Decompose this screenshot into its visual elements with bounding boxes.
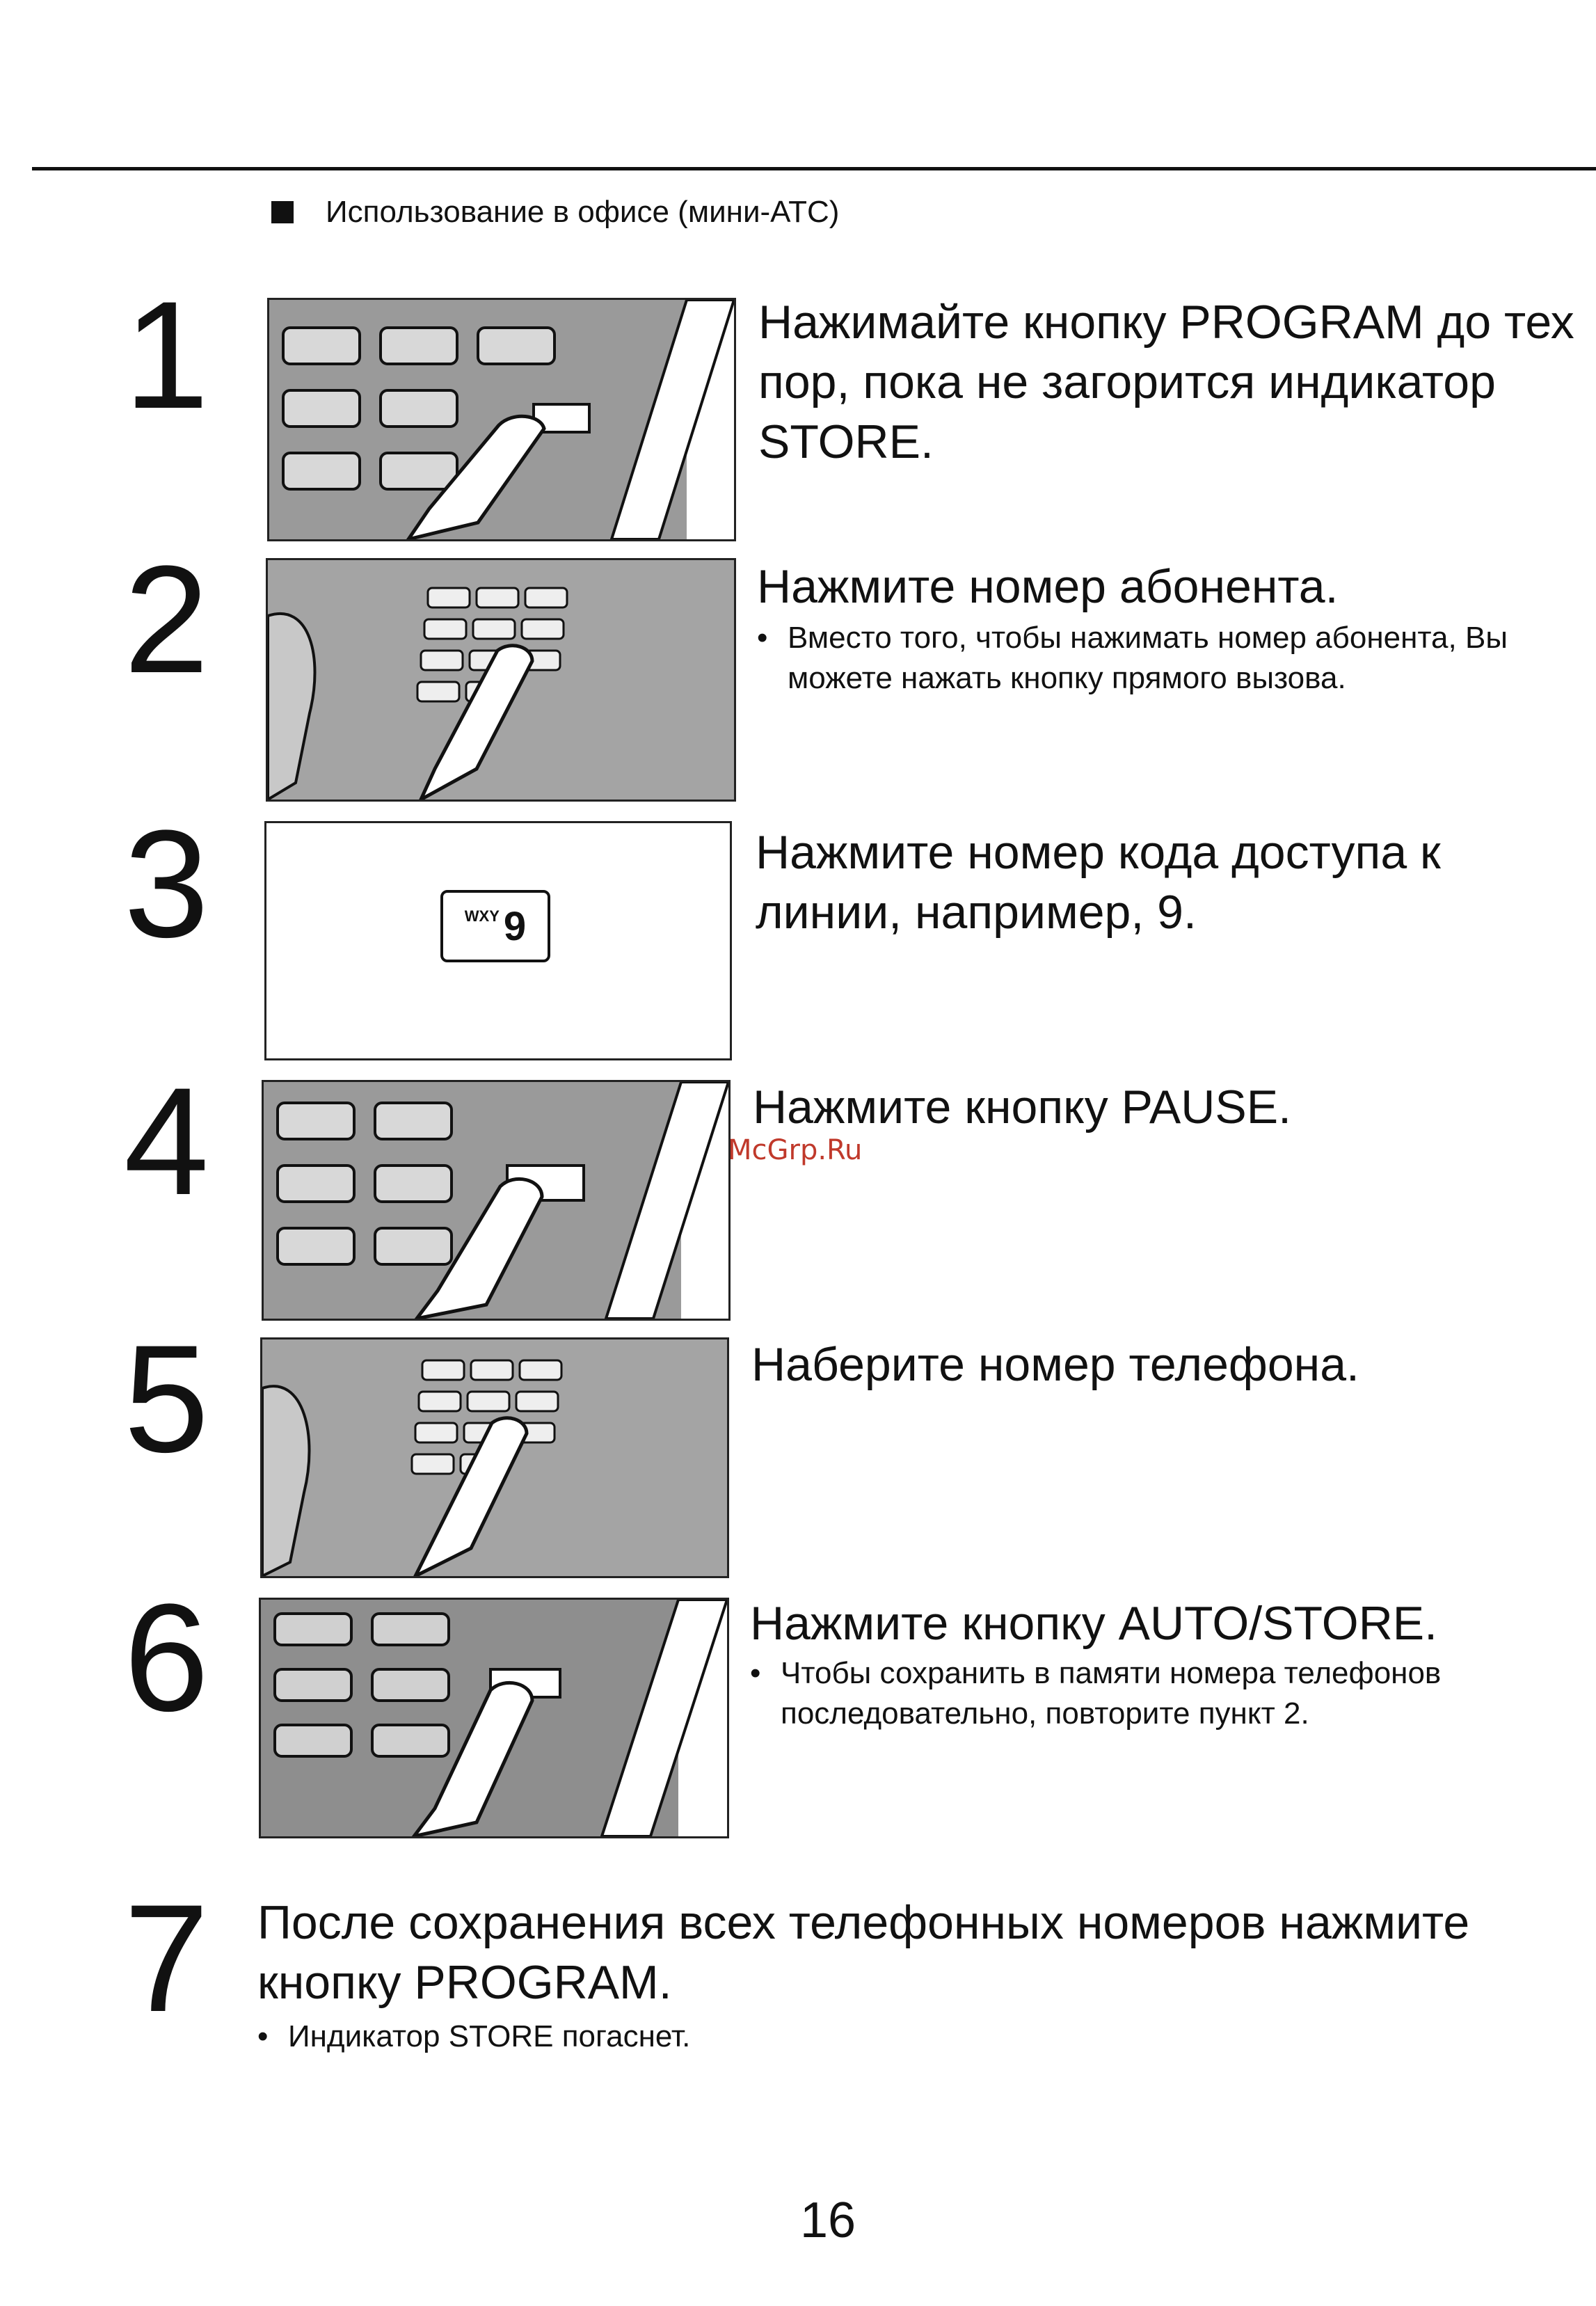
handset-keypad-illustration-5: [260, 1337, 729, 1578]
key-illustration-3: [264, 821, 732, 1060]
section-title: Использование в офисе (мини-АТС): [326, 195, 840, 229]
handset-keypad-illustration-2: [266, 558, 736, 802]
keypad-press-illustration-4: [262, 1080, 731, 1321]
step-notes-2: [757, 618, 1550, 699]
note-text: Вместо того, чтобы нажимать номер абонента, Вы можете нажать кнопку прямого вызова.: [788, 621, 1508, 695]
step-title-3: Нажмите номер кода доступа к линии, например, 9.: [756, 826, 1441, 939]
note-item: [757, 618, 1550, 699]
step-title-4: Нажмите кнопку PAUSE.: [753, 1081, 1291, 1134]
section-header: [271, 195, 839, 230]
bullet-icon: •: [757, 621, 768, 655]
step-title-7: После сохранения всех телефонных номеров нажмите кнопку PROGRAM.: [257, 1896, 1470, 2009]
step-notes-7: [257, 2017, 690, 2057]
step-number-3: 3: [124, 798, 209, 969]
step-title-5: Наберите номер телефона.: [751, 1338, 1359, 1391]
step-number-4: 4: [124, 1056, 209, 1227]
step-number-1: 1: [124, 269, 209, 440]
step-number-6: 6: [124, 1572, 209, 1743]
step-title-6: Нажмите кнопку AUTO/STORE.: [750, 1597, 1438, 1650]
step-number-7: 7: [124, 1872, 209, 2044]
step-number-2: 2: [124, 534, 209, 705]
watermark: McGrp.Ru: [728, 1134, 863, 1166]
step-title-1: Нажимайте кнопку PROGRAM до тех пор, пока не загорится индикатор STORE.: [758, 296, 1574, 468]
note-text: Индикатор STORE погаснет.: [288, 2019, 691, 2053]
square-bullet-icon: [271, 201, 294, 223]
step-number-5: 5: [124, 1313, 209, 1484]
key-9-icon: [440, 890, 550, 962]
step-title-2: Нажмите номер абонента.: [757, 560, 1339, 613]
step-notes-6: [750, 1653, 1543, 1734]
page-number: 16: [800, 2193, 856, 2248]
key-letters: WXY: [464, 907, 500, 925]
bullet-icon: •: [257, 2019, 269, 2053]
note-text: Чтобы сохранить в памяти номера телефонов последовательно, повторите пункт 2.: [781, 1656, 1442, 1731]
note-item: [750, 1653, 1543, 1734]
top-rule: [32, 167, 1596, 170]
key-digit: 9: [503, 903, 527, 949]
keypad-press-illustration-1: [267, 298, 736, 541]
bullet-icon: •: [750, 1656, 761, 1690]
keypad-press-illustration-6: [259, 1598, 729, 1838]
